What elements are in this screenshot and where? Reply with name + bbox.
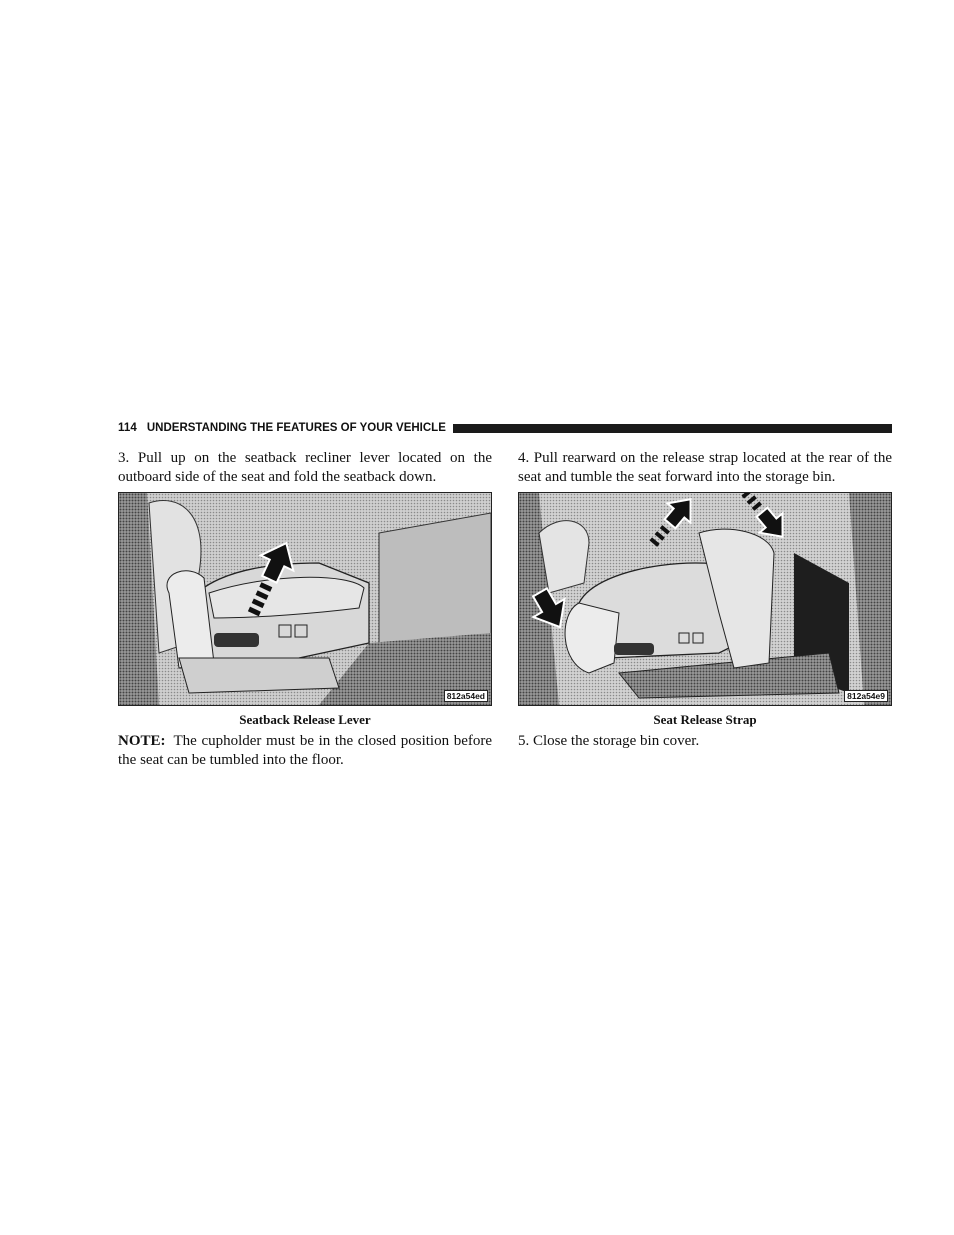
note-text: The cupholder must be in the closed position before the seat can be tumbled into the floor. <box>118 733 492 768</box>
page-number: 114 <box>118 422 137 434</box>
figure-code: 812a54e9 <box>844 690 888 702</box>
note-label: NOTE: <box>118 733 166 749</box>
note <box>118 732 492 769</box>
seatback-lever-illustration <box>119 493 491 705</box>
step-3-text: 3. Pull up on the seatback recliner lever located on the outboard side of the seat and fold the seatback down. <box>118 450 492 485</box>
figure-code: 812a54ed <box>444 690 488 702</box>
step-4-text: 4. Pull rearward on the release strap located at the rear of the seat and tumble the seat forward into the storage bin. <box>518 450 892 485</box>
left-column <box>118 449 492 769</box>
section-title: UNDERSTANDING THE FEATURES OF YOUR VEHICLE <box>146 422 446 434</box>
page-header <box>118 419 892 437</box>
seatback-release-lever-figure <box>118 492 492 706</box>
step-5-text: 5. Close the storage bin cover. <box>518 733 700 749</box>
figure-caption: Seat Release Strap <box>653 712 757 727</box>
release-strap-illustration <box>519 493 891 705</box>
right-column <box>518 449 892 751</box>
header-rule <box>453 424 892 433</box>
figure-caption: Seatback Release Lever <box>239 712 371 727</box>
seat-release-strap-figure <box>518 492 892 706</box>
